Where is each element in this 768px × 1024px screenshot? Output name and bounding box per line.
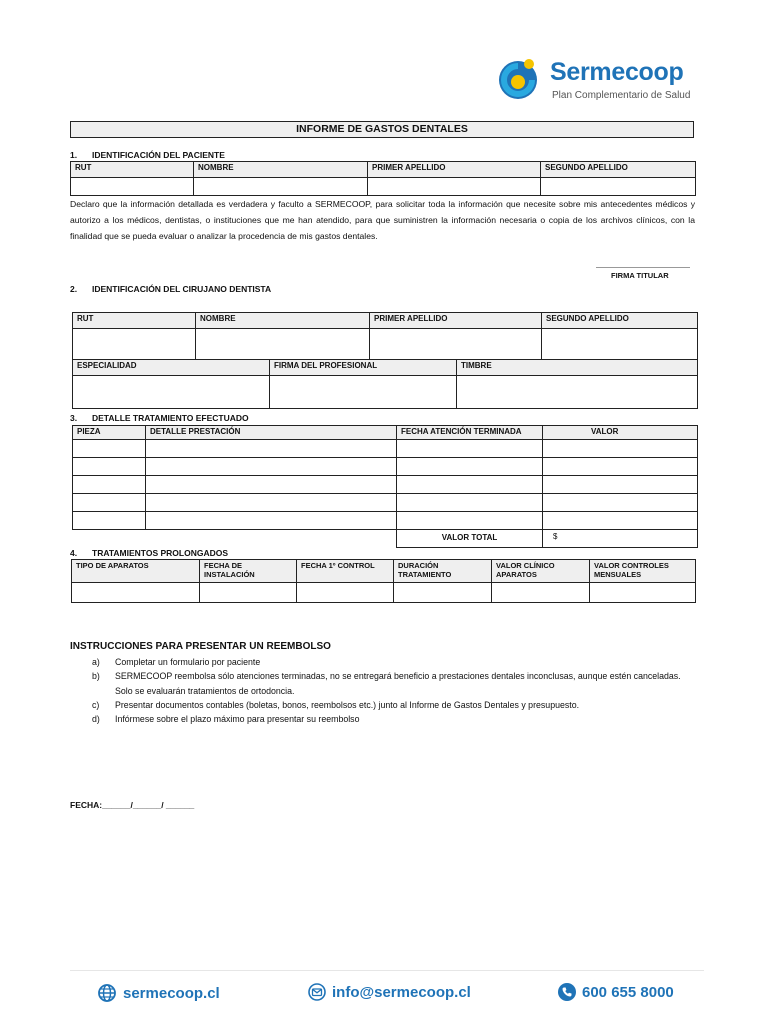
instructions-title: INSTRUCCIONES PARA PRESENTAR UN REEMBOLSO [70,641,331,652]
dentist-table [72,312,698,360]
valor-field[interactable] [543,476,698,494]
total-table [396,529,698,548]
section-1-number: 1. [70,150,78,160]
especialidad-header: ESPECIALIDAD [73,360,270,376]
dentist-rut-field[interactable] [73,329,196,360]
valor-total-label: VALOR TOTAL [397,530,543,548]
patient-primer-apellido-header: PRIMER APELLIDO [368,162,541,178]
dentist-table-2 [72,359,698,409]
detalle-field[interactable] [146,494,397,512]
tipo-aparatos-header [72,560,200,583]
mail-icon [308,983,326,1001]
instruction-text: Infórmese sobre el plazo máximo para presentar su reembolso [115,714,360,725]
dentist-rut-header: RUT [73,313,196,329]
fecha-instalacion-field[interactable] [200,583,297,603]
instruction-letter: d) [92,714,100,725]
fecha-instalacion-label-1: FECHA DE [204,561,243,570]
instruction-text: Presentar documentos contables (boletas, bonos, reembolsos etc.) junto al Informe de Gastos Dentales y presupuesto. [115,699,580,710]
section-1-heading [70,150,225,160]
pieza-header: PIEZA [73,426,146,440]
fecha-control-label: FECHA 1º CONTROL [301,561,375,570]
fecha-instalacion-header [200,560,297,583]
section-4-number: 4. [70,548,78,558]
declaration-text: Declaro que la información detallada es verdadera y faculto a SERMECOOP, para solicitar toda la información que necesite sobre mis antecedentes médicos y autorizo a los médicos, dentistas, o instituciones que me han atendido, para que suministren la información necesaria o copia de los archivos clínicos, con la finalidad que se pueda evaluar o analizar la procedencia de mis gastos dentales. [70,199,695,241]
signature-label: FIRMA TITULAR [611,271,669,280]
fecha-field[interactable] [397,476,543,494]
pieza-field[interactable] [73,440,146,458]
currency-symbol: $ [553,532,558,541]
valor-controles-header [590,560,696,583]
footer-phone[interactable] [558,983,674,1001]
firma-profesional-field[interactable] [270,376,457,409]
instruction-item [92,712,692,726]
dentist-segundo-apellido-header: SEGUNDO APELLIDO [542,313,698,329]
fecha-field[interactable] [397,512,543,530]
form-title: INFORME DE GASTOS DENTALES [70,121,694,138]
especialidad-field[interactable] [73,376,270,409]
section-3-title: DETALLE TRATAMIENTO EFECTUADO [92,413,249,423]
section-2-heading [70,284,271,294]
valor-clinico-label-2: APARATOS [496,570,537,579]
valor-header: VALOR [543,426,698,440]
patient-rut-field[interactable] [71,178,194,196]
pieza-field[interactable] [73,476,146,494]
instruction-letter: b) [92,671,100,682]
instruction-text: SERMECOOP reembolsa sólo atenciones terminadas, no se entregará beneficio a prestaciones dentales inconclusas, aunque estén canceladas. Solo se evaluarán tratamientos de ortodoncia. [115,671,681,696]
patient-rut-header: RUT [71,162,194,178]
instructions-list [92,655,692,726]
footer-web-text: sermecoop.cl [123,984,220,1002]
sermecoop-logo [494,52,704,106]
dentist-primer-apellido-field[interactable] [370,329,542,360]
section-2-number: 2. [70,284,78,294]
valor-clinico-label-1: VALOR CLÍNICO [496,561,555,570]
valor-total-field[interactable] [543,530,698,548]
valor-controles-field[interactable] [590,583,696,603]
valor-field[interactable] [543,494,698,512]
phone-icon [558,983,576,1001]
fecha-field[interactable]: FECHA:______/______/ ______ [70,800,195,810]
fecha-field[interactable] [397,440,543,458]
valor-field[interactable] [543,458,698,476]
detalle-field[interactable] [146,512,397,530]
instruction-item [92,655,692,669]
tipo-aparatos-field[interactable] [72,583,200,603]
valor-controles-label-1: VALOR CONTROLES [594,561,669,570]
dentist-nombre-header: NOMBRE [196,313,370,329]
pieza-field[interactable] [73,458,146,476]
fecha-atencion-header: FECHA ATENCIÓN TERMINADA [397,426,543,440]
section-1-title: IDENTIFICACIÓN DEL PACIENTE [92,150,225,160]
footer-web[interactable] [97,983,220,1003]
patient-nombre-header: NOMBRE [194,162,368,178]
fecha-field[interactable] [397,494,543,512]
globe-icon [97,983,117,1003]
dentist-nombre-field[interactable] [196,329,370,360]
pieza-field[interactable] [73,512,146,530]
detalle-field[interactable] [146,476,397,494]
dentist-segundo-apellido-field[interactable] [542,329,698,360]
footer-email-text: info@sermecoop.cl [332,983,471,1001]
fecha-field[interactable] [397,458,543,476]
dentist-primer-apellido-header: PRIMER APELLIDO [370,313,542,329]
firma-profesional-header: FIRMA DEL PROFESIONAL [270,360,457,376]
duracion-field[interactable] [394,583,492,603]
patient-segundo-apellido-field[interactable] [541,178,696,196]
signature-line[interactable] [596,267,690,268]
patient-nombre-field[interactable] [194,178,368,196]
section-4-title: TRATAMIENTOS PROLONGADOS [92,548,228,558]
patient-table [70,161,696,196]
valor-clinico-header [492,560,590,583]
instruction-item [92,669,692,698]
fecha-control-field[interactable] [297,583,394,603]
valor-field[interactable] [543,512,698,530]
valor-clinico-field[interactable] [492,583,590,603]
duracion-label-1: DURACIÓN [398,561,439,570]
timbre-field[interactable] [457,376,698,409]
patient-primer-apellido-field[interactable] [368,178,541,196]
instruction-text: Completar un formulario por paciente [115,657,261,667]
valor-field[interactable] [543,440,698,458]
section-4-heading [70,548,228,558]
timbre-header: TIMBRE [457,360,698,376]
instruction-item [92,698,692,712]
patient-segundo-apellido-header: SEGUNDO APELLIDO [541,162,696,178]
treatment-table [72,425,698,530]
footer-phone-text: 600 655 8000 [582,983,674,1001]
fecha-instalacion-label-2: INSTALACIÓN [204,570,255,579]
footer-email[interactable] [308,983,471,1001]
duracion-header [394,560,492,583]
valor-controles-label-2: MENSUALES [594,570,642,579]
section-3-heading [70,413,249,423]
section-3-number: 3. [70,413,78,423]
detalle-prestacion-header: DETALLE PRESTACIÓN [146,426,397,440]
pieza-field[interactable] [73,494,146,512]
detalle-field[interactable] [146,458,397,476]
detalle-field[interactable] [146,440,397,458]
brand-tagline: Plan Complementario de Salud [552,90,691,101]
tipo-aparatos-label: TIPO DE APARATOS [76,561,149,570]
instruction-letter: c) [92,699,100,710]
prolonged-table [71,559,696,603]
brand-name: Sermecoop [550,58,684,86]
section-2-title: IDENTIFICACIÓN DEL CIRUJANO DENTISTA [92,284,272,294]
fecha-control-header [297,560,394,583]
instruction-letter: a) [92,657,100,667]
sermecoop-logo-icon [494,54,542,102]
duracion-label-2: TRATAMIENTO [398,570,452,579]
footer-divider [70,970,704,971]
